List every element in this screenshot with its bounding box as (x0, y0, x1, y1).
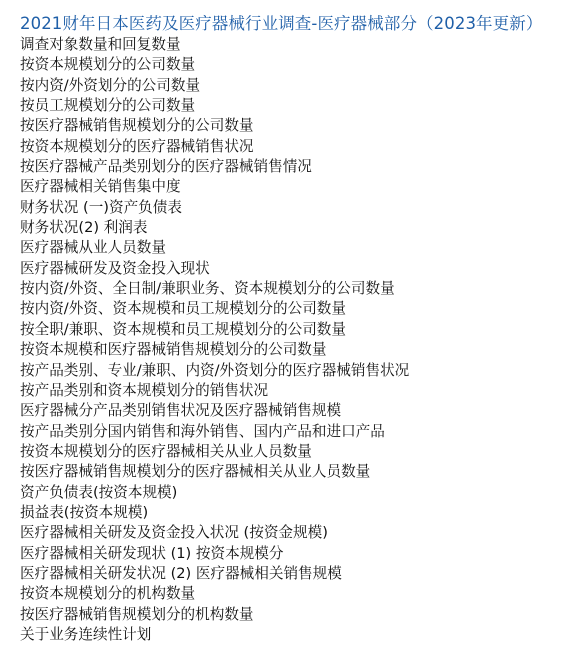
section-item: 按医疗器械产品类别划分的医疗器械销售情况 (20, 158, 312, 176)
section-item: 医疗器械相关销售集中度 (20, 178, 181, 196)
section-item: 财务状况(2) 利润表 (20, 219, 148, 237)
section-item: 按资本规模划分的医疗器械销售状况 (20, 137, 254, 155)
section-item: 按资本规模划分的公司数量 (20, 56, 196, 74)
document-title: 2021财年日本医药及医疗器械行业调查-医疗器械部分（2023年更新） (20, 14, 543, 33)
section-item: 财务状况 (一)资产负债表 (20, 198, 182, 216)
section-item: 按医疗器械销售规模划分的公司数量 (20, 117, 254, 135)
section-item: 按医疗器械销售规模划分的医疗器械相关从业人员数量 (20, 463, 371, 481)
section-list (20, 35, 585, 645)
section-item: 损益表(按资本规模) (20, 503, 149, 521)
section-item: 按资本规模划分的机构数量 (20, 585, 196, 603)
section-item: 调查对象数量和回复数量 (20, 36, 181, 53)
section-item: 按全职/兼职、资本规模和员工规模划分的公司数量 (20, 320, 346, 338)
section-item: 按资本规模划分的医疗器械相关从业人员数量 (20, 442, 312, 460)
section-item: 医疗器械相关研发及资金投入状况 (按资金规模) (20, 524, 328, 542)
section-item: 医疗器械相关研发现状 (1) 按资本规模分 (20, 544, 284, 562)
section-item: 按产品类别和资本规模划分的销售状况 (20, 381, 269, 399)
section-item: 按产品类别、专业/兼职、内资/外资划分的医疗器械销售状况 (20, 361, 410, 379)
section-item: 医疗器械从业人员数量 (20, 239, 166, 257)
section-item: 按资本规模和医疗器械销售规模划分的公司数量 (20, 341, 327, 359)
section-item: 按内资/外资、资本规模和员工规模划分的公司数量 (20, 300, 346, 318)
section-item: 按产品类别分国内销售和海外销售、国内产品和进口产品 (20, 422, 385, 440)
section-item: 关于业务连续性计划 (20, 625, 152, 643)
section-item: 按医疗器械销售规模划分的机构数量 (20, 605, 254, 623)
section-item: 资产负债表(按资本规模) (20, 483, 178, 501)
section-item: 医疗器械研发及资金投入现状 (20, 259, 210, 277)
section-item: 按内资/外资、全日制/兼职业务、资本规模划分的公司数量 (20, 280, 395, 298)
section-item: 按员工规模划分的公司数量 (20, 97, 196, 115)
section-item: 按内资/外资划分的公司数量 (20, 76, 201, 94)
section-item: 医疗器械分产品类别销售状况及医疗器械销售规模 (20, 402, 342, 420)
section-item: 医疗器械相关研发状况 (2) 医疗器械相关销售规模 (20, 564, 342, 582)
